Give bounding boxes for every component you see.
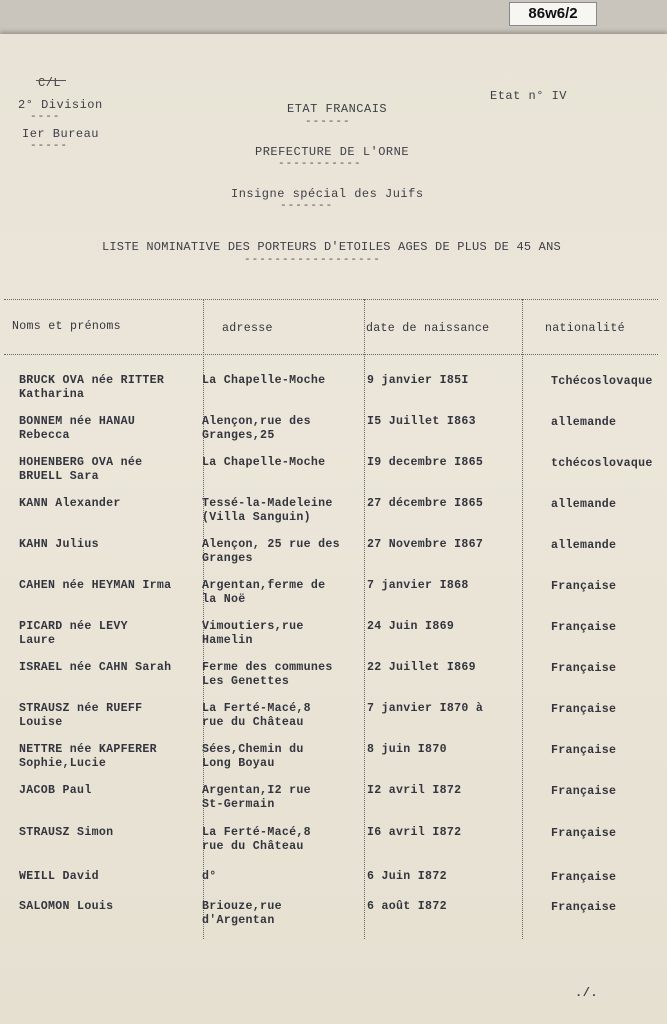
- cell-date: 27 Novembre I867: [367, 538, 484, 551]
- cell-date: I9 decembre I865: [367, 456, 484, 469]
- cell-address: La Ferté-Macé,8 rue du Château: [202, 702, 311, 729]
- cell-date: I6 avril I872: [367, 826, 462, 839]
- cell-name: CAHEN née HEYMAN Irma: [19, 579, 172, 592]
- cell-name: ISRAEL née CAHN Sarah: [19, 661, 172, 674]
- cell-name: BONNEM née HANAU Rebecca: [19, 415, 136, 442]
- cell-date: 7 janvier I870 à: [367, 702, 484, 715]
- cell-date: 27 décembre I865: [367, 497, 484, 510]
- cell-nationality: Française: [551, 703, 617, 716]
- column-divider: [522, 299, 523, 939]
- etat-francais-rule: ------: [305, 116, 351, 128]
- document-page: [0, 34, 667, 1024]
- cell-name: HOHENBERG OVA née BRUELL Sara: [19, 456, 143, 483]
- insigne-heading: Insigne spécial des Juifs: [231, 187, 424, 201]
- cell-date: 6 août I872: [367, 900, 447, 913]
- cell-nationality: Tchécoslovaque: [551, 375, 653, 388]
- cell-address: Vimoutiers,rue Hamelin: [202, 620, 304, 647]
- cell-nationality: Française: [551, 580, 617, 593]
- prefecture-rule: -----------: [278, 158, 362, 170]
- prefecture-heading: PREFECTURE DE L'ORNE: [255, 145, 410, 159]
- cell-nationality: Française: [551, 662, 617, 675]
- column-header: date de naissance: [366, 322, 490, 335]
- cell-date: 9 janvier I85I: [367, 374, 469, 387]
- cell-nationality: Française: [551, 871, 617, 884]
- continuation-mark: ./.: [575, 986, 599, 1000]
- cell-nationality: Française: [551, 827, 617, 840]
- cl-overline: [36, 80, 66, 81]
- cell-address: Ferme des communes Les Genettes: [202, 661, 333, 688]
- cell-date: 24 Juin I869: [367, 620, 455, 633]
- cell-address: Argentan,ferme de la Noë: [202, 579, 326, 606]
- cell-name: PICARD née LEVY Laure: [19, 620, 128, 647]
- cell-nationality: allemande: [551, 498, 617, 511]
- cell-name: JACOB Paul: [19, 784, 92, 797]
- insigne-rule: -------: [280, 200, 334, 212]
- cell-nationality: allemande: [551, 539, 617, 552]
- etat-number: Etat n° IV: [490, 89, 568, 103]
- cell-address: La Ferté-Macé,8 rue du Château: [202, 826, 311, 853]
- cell-nationality: allemande: [551, 416, 617, 429]
- cell-address: La Chapelle-Moche: [202, 456, 326, 469]
- cell-name: KANN Alexander: [19, 497, 121, 510]
- cell-address: Alençon,rue des Granges,25: [202, 415, 311, 442]
- column-divider: [364, 299, 365, 939]
- cell-name: WEILL David: [19, 870, 99, 883]
- table-header-border: [4, 354, 658, 355]
- cl-mark: C/L: [38, 76, 62, 90]
- cell-address: Argentan,I2 rue St-Germain: [202, 784, 311, 811]
- cell-date: 8 juin I870: [367, 743, 447, 756]
- cell-nationality: tchécoslovaque: [551, 457, 653, 470]
- cell-date: I2 avril I872: [367, 784, 462, 797]
- cell-name: NETTRE née KAPFERER Sophie,Lucie: [19, 743, 157, 770]
- cell-name: STRAUSZ Simon: [19, 826, 114, 839]
- cell-address: Sées,Chemin du Long Boyau: [202, 743, 304, 770]
- cell-address: La Chapelle-Moche: [202, 374, 326, 387]
- division-label: 2° Division: [18, 98, 103, 112]
- cell-nationality: Française: [551, 621, 617, 634]
- cell-name: KAHN Julius: [19, 538, 99, 551]
- cell-date: 22 Juillet I869: [367, 661, 476, 674]
- cell-address: Tessé-la-Madeleine (Villa Sanguin): [202, 497, 333, 524]
- cell-date: 6 Juin I872: [367, 870, 447, 883]
- etat-francais-heading: ETAT FRANCAIS: [287, 102, 388, 116]
- cell-address: Alençon, 25 rue des Granges: [202, 538, 340, 565]
- cell-address: Briouze,rue d'Argentan: [202, 900, 282, 927]
- bureau-label: Ier Bureau: [22, 127, 100, 141]
- table-top-border: [4, 299, 658, 300]
- cell-name: SALOMON Louis: [19, 900, 114, 913]
- cell-address: d°: [202, 870, 217, 883]
- cell-nationality: Française: [551, 785, 617, 798]
- list-title: LISTE NOMINATIVE DES PORTEURS D'ETOILES AGES DE PLUS DE 45 ANS: [102, 240, 561, 254]
- cell-nationality: Française: [551, 744, 617, 757]
- column-header: Noms et prénoms: [12, 320, 121, 333]
- column-header: nationalité: [545, 322, 625, 335]
- cell-name: STRAUSZ née RUEFF Louise: [19, 702, 143, 729]
- division-rule: ----: [30, 111, 61, 123]
- cell-date: 7 janvier I868: [367, 579, 469, 592]
- cell-name: BRUCK OVA née RITTER Katharina: [19, 374, 165, 401]
- list-title-rule: ------------------: [244, 254, 381, 266]
- bureau-rule: -----: [30, 140, 69, 152]
- cell-nationality: Française: [551, 901, 617, 914]
- cell-date: I5 Juillet I863: [367, 415, 476, 428]
- archive-tag: 86w6/2: [509, 2, 597, 26]
- column-header: adresse: [222, 322, 273, 335]
